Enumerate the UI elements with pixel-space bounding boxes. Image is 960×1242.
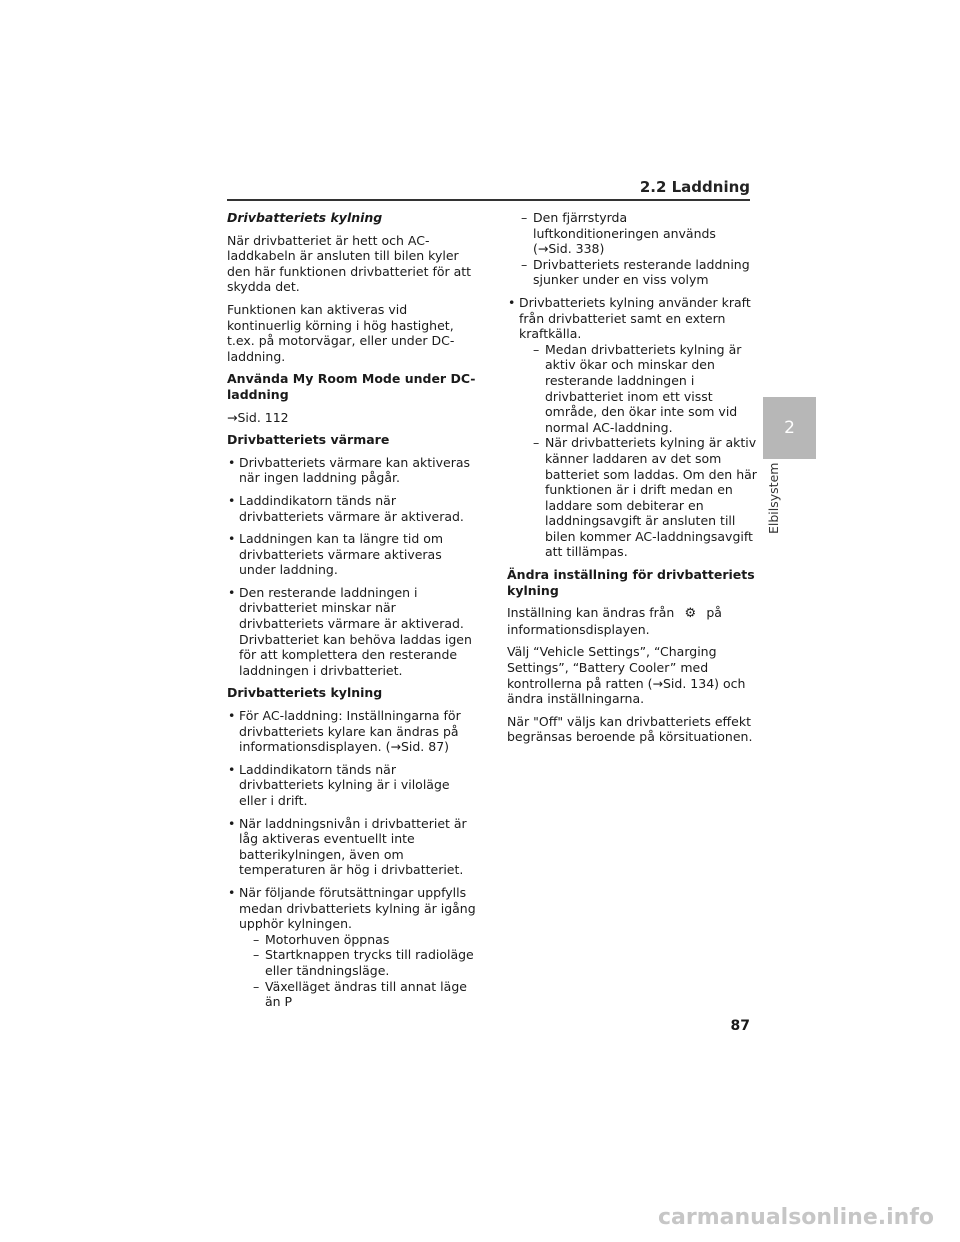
list-item: • Laddindikatorn tänds när drivbatteriets värmare är aktiverad.	[227, 493, 477, 524]
paragraph-text: Inställning kan ändras från	[507, 605, 675, 621]
list-item: • När laddningsnivån i drivbatteriet är låg aktiveras eventuellt inte batterikylningen, även om temperaturen är hög i drivbatteriet.	[227, 816, 477, 878]
header-divider	[227, 199, 750, 201]
sub-list-item: – Motorhuven öppnas	[239, 932, 477, 948]
paragraph: När drivbatteriet är hett och AC-laddkabeln är ansluten till bilen kyler den här funktionen drivbatteriet för att skydda det.	[227, 232, 472, 295]
sub-list-item: – Drivbatteriets resterande laddning sjunker under en viss volym	[507, 257, 757, 288]
heading-my-room-mode: Använda My Room Mode under DC-laddning	[227, 371, 476, 402]
list-item	[507, 295, 757, 560]
heading-battery-heater: Drivbatteriets värmare	[227, 432, 390, 448]
chapter-label-text: Elbilsystem	[766, 462, 781, 534]
heading-change-setting: Ändra inställning för drivbatteriets kylning	[507, 567, 755, 598]
left-column	[227, 210, 477, 1017]
paragraph: Funktionen kan aktiveras vid kontinuerlig körning i hög hastighet, t.ex. på motorvägar, eller under DC-laddning.	[227, 301, 455, 364]
list-item: • Laddindikatorn tänds när drivbatteriets kylning är i viloläge eller i drift.	[227, 762, 477, 809]
sub-list-item: – Startknappen trycks till radioläge eller tändningsläge.	[239, 947, 477, 978]
page-reference: →Sid. 112	[227, 409, 289, 425]
watermark: carmanualsonline.info	[658, 1205, 934, 1230]
cooling-power-list	[507, 295, 757, 560]
sub-list-item: – Medan drivbatteriets kylning är aktiv ökar och minskar den resterande laddningen i drivbatteriet inom ett visst område, den ökar inte som vid normal AC-laddning.	[519, 342, 757, 436]
list-item: • Den resterande laddningen i drivbatteriet minskar när drivbatteriets värmare är aktiverad. Drivbatteriet kan behöva laddas igen för att komplettera den resterande laddningen i drivbatteriet.	[227, 585, 477, 679]
section-title: 2.2 Laddning	[639, 178, 750, 196]
chapter-tab: 2	[763, 397, 816, 459]
sub-list-item: – När drivbatteriets kylning är aktiv känner laddaren av det som batteriet som laddas. Om den här funktionen är i drift medan en laddare som debiterar en laddningsavgift är ansluten till bilen kommer AC-laddningsavgift att tillämpas.	[519, 435, 757, 560]
list-item: • Drivbatteriets värmare kan aktiveras när ingen laddning pågår.	[227, 455, 477, 486]
sub-list	[519, 342, 757, 560]
paragraph: När "Off" väljs kan drivbatteriets effekt begränsas beroende på körsituationen.	[507, 713, 753, 745]
list-item-text: När följande förutsättningar uppfylls medan drivbatteriets kylning är igång upphör kylningen.	[239, 884, 476, 932]
sub-list-item: – Växelläget ändras till annat läge än P	[239, 979, 477, 1010]
page-number: 87	[730, 1018, 750, 1034]
list-item	[227, 885, 477, 1010]
gear-icon: ⚙	[684, 606, 697, 622]
paragraph: Välj “Vehicle Settings”, “Charging Settings”, “Battery Cooler” med kontrollerna på ratten (→Sid. 134) och ändra inställningarna.	[507, 644, 746, 707]
sub-list-item: – Den fjärrstyrda luftkonditioneringen används (→Sid. 338)	[507, 210, 757, 257]
continued-sub-list	[507, 210, 757, 288]
heading-battery-cooling: Drivbatteriets kylning	[227, 210, 383, 225]
right-column	[507, 210, 757, 752]
heater-list	[227, 455, 477, 679]
list-item-text: Drivbatteriets kylning använder kraft från drivbatteriet samt en extern kraftkälla.	[519, 294, 751, 342]
list-item: • Laddningen kan ta längre tid om drivbatteriets värmare aktiveras under laddning.	[227, 531, 477, 578]
list-item: • För AC-laddning: Inställningarna för drivbatteriets kylare kan ändras på informationsdisplayen. (→Sid. 87)	[227, 708, 477, 755]
paragraph-text: på informationsdisplayen.	[507, 605, 722, 637]
sub-list	[239, 932, 477, 1010]
heading-battery-cooling-2: Drivbatteriets kylning	[227, 685, 383, 701]
chapter-label	[766, 462, 782, 542]
cooling-list	[227, 708, 477, 1010]
paragraph	[507, 605, 757, 637]
